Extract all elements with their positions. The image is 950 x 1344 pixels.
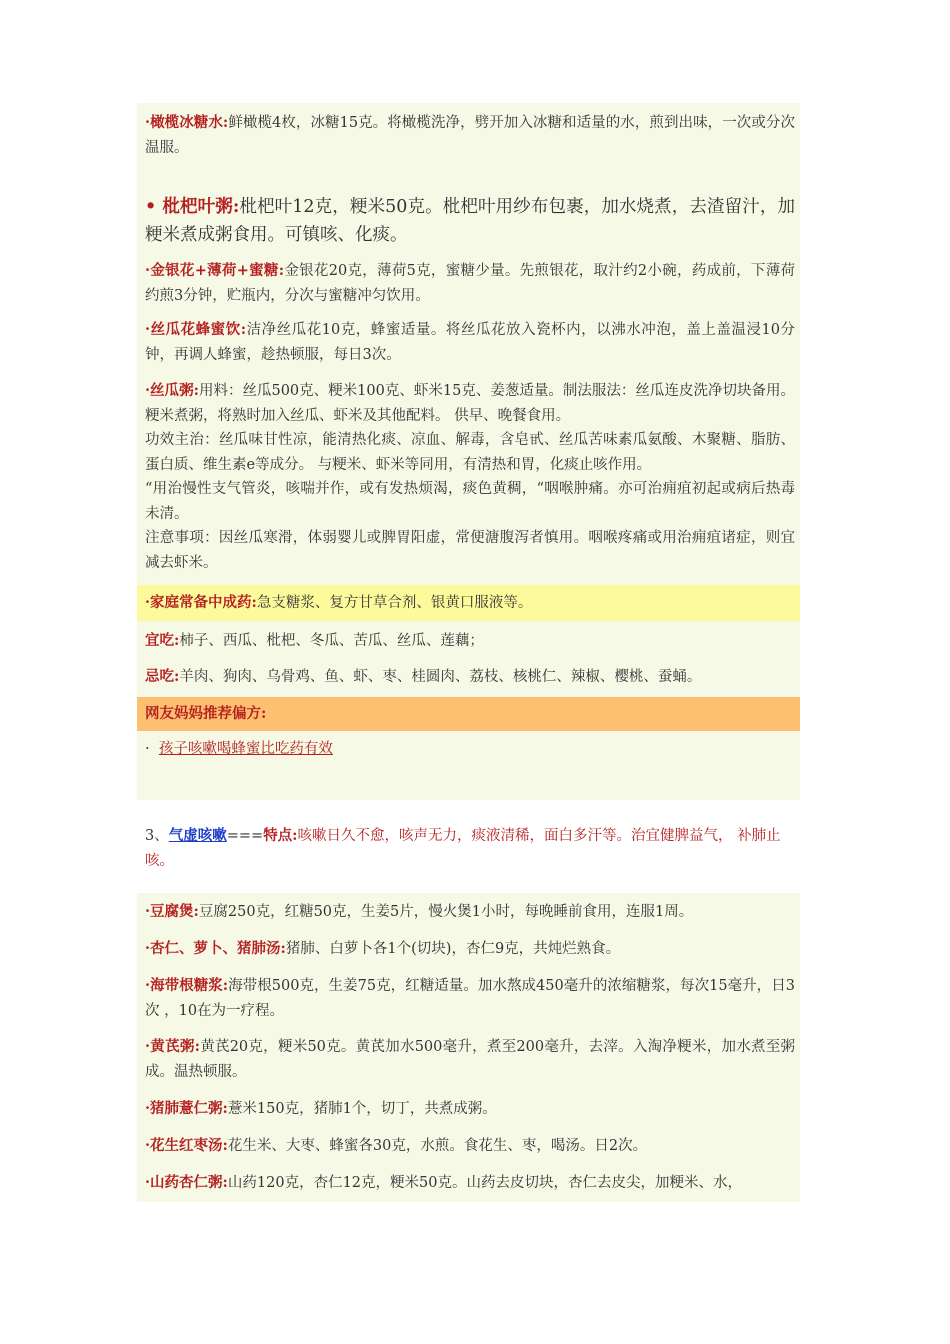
remedy-efficacy: 功效主治：丝瓜味甘性凉，能清热化痰、凉血、解毒，含皂甙、丝瓜苦味素瓜氨酸、木聚糖、脂肪、蛋白质、维生素e等成分。 与粳米、虾米等同用，有清热和胃，化痰止咳作用。: [145, 432, 795, 473]
remedy-title: 网友妈妈推荐偏方:: [145, 705, 267, 722]
remedy-tofu-stew: [145, 900, 795, 925]
remedy-text: 豆腐250克，红糖50克，生姜5片，慢火煲1小时，每晚睡前食用，连服1周。: [198, 904, 694, 920]
remedy-text: 鲜橄榄4枚，冰糖15克。将橄榄洗净，劈开加入冰糖和适量的水，煎到出味，一次或分次温服。: [145, 115, 795, 156]
remedy-title: 宜吃:: [145, 632, 180, 649]
remedy-title: ·杏仁、萝卜、猪肺汤:: [145, 940, 286, 957]
remedy-title: ·丝瓜花蜂蜜饮:: [145, 321, 247, 338]
remedy-title: ·花生红枣汤:: [145, 1137, 228, 1154]
remedy-paragraph: [145, 379, 795, 428]
qi-deficiency-cough-link[interactable]: 气虚咳嗽: [168, 827, 227, 844]
honey-cough-link[interactable]: 孩子咳嗽喝蜂蜜比吃药有效: [158, 741, 333, 757]
avoid-eat: [145, 665, 795, 690]
remedy-title: ·家庭常备中成药:: [145, 594, 257, 611]
remedy-loquat-leaf-porridge: [145, 193, 795, 249]
remedy-title: ·猪肺薏仁粥:: [145, 1100, 228, 1117]
remedy-loofah-porridge: [145, 379, 795, 575]
remedy-precautions: 注意事项：因丝瓜寒滑，体弱婴儿或脾胃阳虚，常便溏腹泻者慎用。咽喉疼痛或用治痈疽诸症，则宜减去虾米。: [145, 530, 795, 571]
remedy-box-1: [137, 103, 800, 800]
separator: ===: [226, 828, 264, 844]
remedy-text: 猪肺、白萝卜各1个(切块)，杏仁9克，共炖烂熟食。: [285, 941, 621, 957]
remedy-title: ·海带根糖浆:: [145, 977, 229, 994]
remedy-text: 洁净丝瓜花10克，蜂蜜适量。将丝瓜花放入瓷杯内，以沸水冲泡，盖上盖温浸10分钟，再调人蜂蜜，趁热顿服，每日3次。: [145, 322, 795, 363]
remedy-loofah-flower-honey: [145, 318, 795, 367]
remedy-text: 花生米、大枣、蜂蜜各30克，水煎。食花生、枣，喝汤。日2次。: [227, 1138, 648, 1154]
remedy-text: 枇杷叶12克，粳米50克。枇杷叶用纱布包裹，加水烧煮，去渣留汁，加粳米煮成粥食用。可镇咳、化痰。: [145, 197, 795, 245]
remedy-lung-coix-porridge: [145, 1097, 795, 1122]
remedy-peanut-jujube-soup: [145, 1134, 795, 1159]
highlight-band-orange: [137, 697, 800, 731]
remedy-almond-radish-lung-soup: [145, 937, 795, 962]
remedy-title: 忌吃:: [145, 668, 180, 685]
highlight-band-yellow: [137, 585, 800, 621]
remedy-title: ·金银花+薄荷+蜜糖:: [145, 262, 285, 279]
remedy-text: 柿子、西瓜、枇杷、冬瓜、苦瓜、丝瓜、莲藕；: [179, 633, 484, 649]
home-chinese-medicine: [145, 591, 795, 616]
remedy-text: 急支糖浆、复方甘草合剂、银黄口服液等。: [256, 595, 533, 611]
feature-label: 特点:: [263, 827, 298, 844]
remedy-title: • 枇杷叶粥:: [145, 197, 240, 217]
remedy-text: 薏米150克，猪肺1个，切丁，共煮成粥。: [227, 1101, 497, 1117]
remedy-title: ·黄芪粥:: [145, 1038, 200, 1055]
remedy-title: ·豆腐煲:: [145, 903, 199, 920]
feature-text: 咳嗽日久不愈，咳声无力，痰液清稀，面白多汗等。治宜健脾益气， 补肺止咳。: [145, 828, 781, 869]
remedy-text: 用料：丝瓜500克、粳米100克、虾米15克、姜葱适量。制法服法：丝瓜连皮洗净切块备用。粳米煮粥，将熟时加入丝瓜、虾米及其他配料。 供早、晚餐食用。: [145, 383, 795, 424]
remedy-text: 海带根500克，生姜75克，红糖适量。加水熬成450毫升的浓缩糖浆，每次15毫升，日3次 ，10在为一疗程。: [145, 978, 795, 1019]
section-number: 3、: [145, 828, 169, 844]
remedy-box-2: [137, 893, 800, 1202]
remedy-title: ·丝瓜粥:: [145, 382, 199, 399]
remedy-yam-almond-porridge: [145, 1171, 795, 1199]
remedy-text: 山药120克，杏仁12克，粳米50克。山药去皮切块，杏仁去皮尖，加粳米、水，: [227, 1175, 742, 1191]
section-qi-deficiency-cough: [145, 824, 805, 873]
remedy-text: 羊肉、狗肉、乌骨鸡、鱼、虾、枣、桂圆肉、荔枝、核桃仁、辣椒、樱桃、蚕蛹。: [179, 669, 702, 685]
remedy-olive-rock-sugar: [145, 111, 795, 160]
remedy-astragalus-porridge: [145, 1035, 795, 1084]
recommendation-item: [145, 737, 795, 762]
remedy-honeysuckle-mint-honey: [145, 259, 795, 308]
remedy-kelp-root-syrup: [145, 974, 795, 1023]
remedy-title: ·山药杏仁粥:: [145, 1174, 228, 1191]
remedy-text: 金银花20克，薄荷5克，蜜糖少量。先煎银花，取汁约2小碗，药成前，下薄荷约煎3分钟，贮瓶内，分次与蜜糖冲匀饮用。: [145, 263, 796, 304]
remedy-text: 黄芪20克，粳米50克。黄芪加水500毫升，煮至200毫升，去滓。入淘净粳米，加水煮至粥成。温热顿服。: [145, 1039, 795, 1080]
netizen-recommendation-heading: [145, 702, 795, 727]
bullet: ·: [145, 741, 150, 757]
remedy-title: ·橄榄冰糖水:: [145, 114, 229, 131]
remedy-indications: “用治慢性支气管炎，咳喘并作，或有发热烦渴，痰色黄稠，“咽喉肿痛。亦可治痈疽初起或病后热毒未清。: [145, 481, 795, 522]
should-eat: [145, 629, 795, 654]
